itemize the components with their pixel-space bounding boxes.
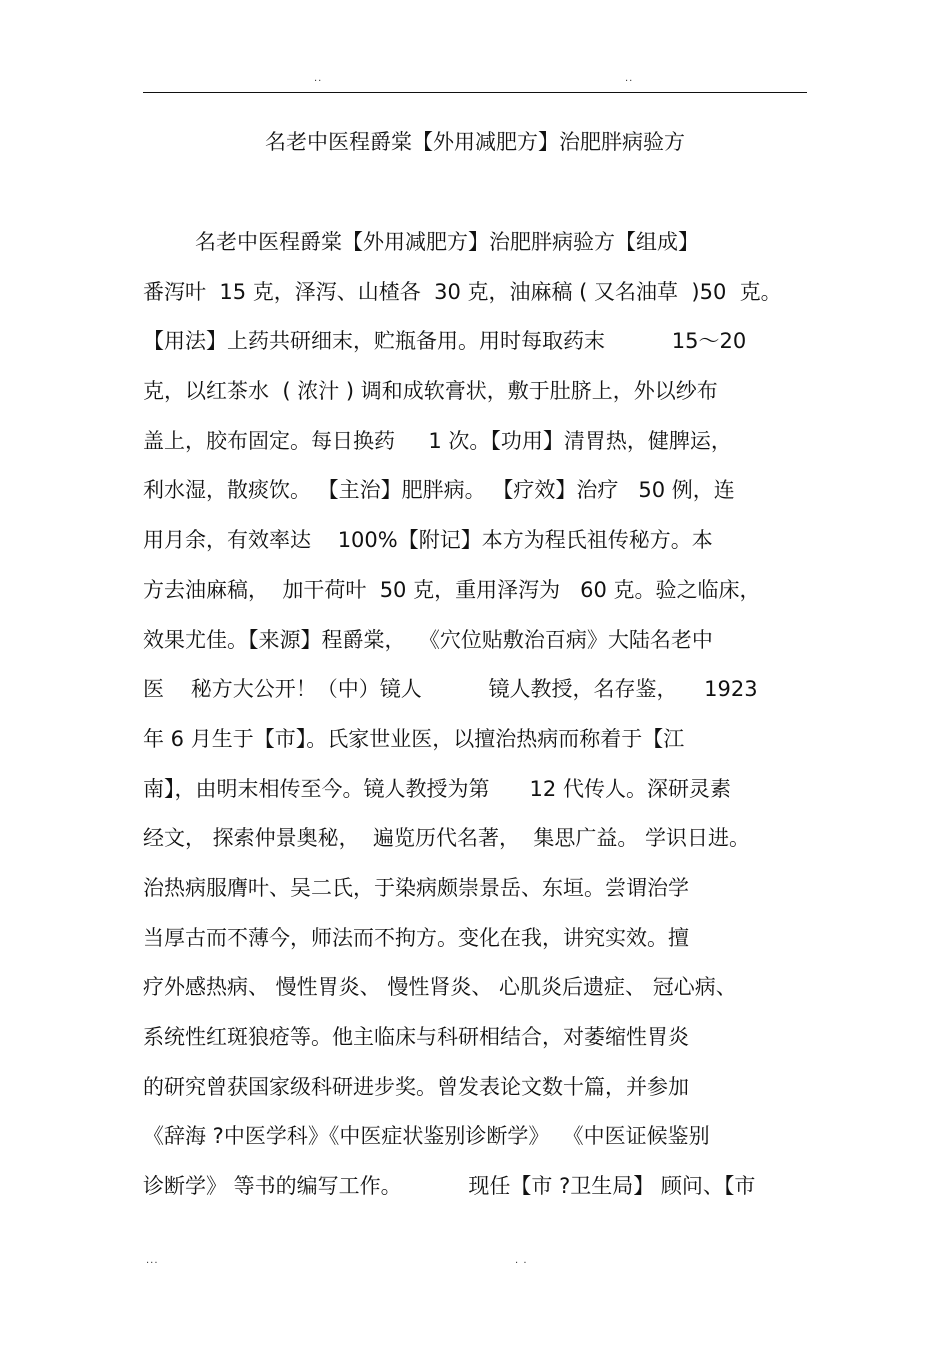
header-right-mark: ..: [625, 73, 634, 84]
body-line: 医 秘方大公开！（中）镜人 镜人教授，名存鉴， 1923: [143, 677, 758, 702]
body-line: 方去油麻稿， 加干荷叶 50 克，重用泽泻为 60 克。验之临床，: [143, 577, 761, 602]
body-line: 经文， 探索仲景奥秘， 遍览历代名著， 集思广益。 学识日进。: [143, 826, 751, 851]
body-line: 利水湿，散痰饮。 【主治】肥胖病。 【疗效】治疗 50 例，连: [143, 478, 735, 503]
body-line: 【用法】上药共研细末，贮瓶备用。用时每取药末 15～20: [143, 329, 747, 354]
body-line: 南】，由明末相传至今。镜人教授为第 12 代传人。深研灵素: [143, 776, 731, 801]
footer-right-mark: . .: [515, 1255, 528, 1266]
body-line: 系统性红斑狼疮等。他主临床与科研相结合，对萎缩性胃炎: [143, 1025, 689, 1049]
body-line: 当厚古而不薄今，师法而不拘方。变化在我，讲究实效。擅: [143, 925, 689, 950]
body-line: 盖上，胶布固定。每日换药 1 次。【功用】清胃热，健脾运，: [143, 428, 732, 453]
body-line: 治热病服膺叶、吴二氏，于染病颇崇景岳、东垣。尝谓治学: [143, 875, 689, 900]
body-line: 用月余，有效率达 100%【附记】本方为程氏祖传秘方。本: [143, 528, 713, 553]
body-line: 番泻叶 15 克，泽泻、山楂各 30 克，油麻稿 ( 又名油草 )50 克。: [143, 279, 782, 304]
header-divider: [143, 92, 807, 93]
body-text: [143, 227, 813, 1221]
body-line: 年 6 月生于【市】。氏家世业医，以擅治热病而称着于【江: [143, 726, 685, 751]
body-line: 诊断学》 等书的编写工作。 现任【市 ?卫生局】 顾问、【市: [143, 1174, 756, 1199]
header-left-mark: ..: [314, 73, 323, 84]
footer-left-mark: ...: [146, 1255, 159, 1266]
body-line: 名老中医程爵棠【外用减肥方】治肥胖病验方【组成】: [195, 230, 699, 254]
body-line: 克，以红茶水 ( 浓汁 ) 调和成软膏状，敷于肚脐上，外以纱布: [143, 379, 718, 404]
body-line: 疗外感热病、 慢性胃炎、 慢性肾炎、 心肌炎后遗症、 冠心病、: [143, 975, 737, 1000]
body-line: 的研究曾获国家级科研进步奖。曾发表论文数十篇，并参加: [143, 1074, 689, 1099]
document-title: 名老中医程爵棠【外用减肥方】治肥胖病验方: [265, 130, 685, 154]
body-line: 《辞海 ?中医学科》《中医症状鉴别诊断学》 《中医证候鉴别: [143, 1124, 710, 1149]
body-line: 效果尤佳。【来源】程爵棠， 《穴位贴敷治百病》大陆名老中: [143, 627, 713, 652]
